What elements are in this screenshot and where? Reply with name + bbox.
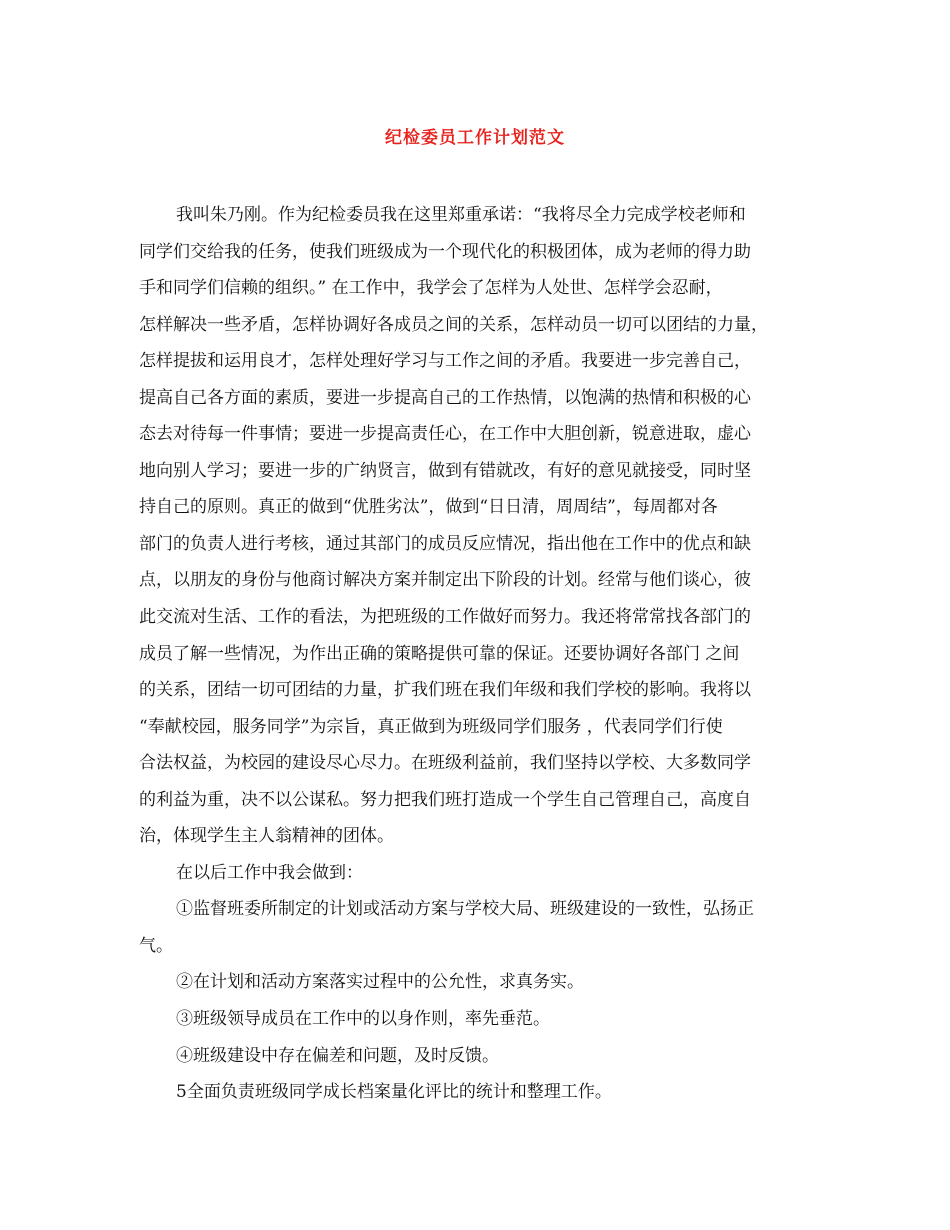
text-line: 提高自己各方面的素质，要进一步提高自己的工作热情，以饱满的热情和积极的心	[139, 387, 751, 408]
text-line: 态去对待每一件事情；要进一步提高责任心，在工作中大胆创新，锐意进取，虚心	[139, 424, 751, 445]
document-title: 纪检委员工作计划范文	[385, 128, 565, 148]
text-line: 怎样解决一些矛盾，怎样协调好各成员之间的关系，怎样动员一切可以团结的力量，	[139, 314, 768, 335]
text-line: 地向别人学习；要进一步的广纳贤言，做到有错就改，有好的意见就接受，同时坚	[139, 460, 751, 481]
text-line: ②在计划和活动方案落实过程中的公允性，求真务实。	[176, 972, 584, 993]
text-line: 我叫朱乃刚。作为纪检委员我在这里郑重承诺：“我将尽全力完成学校老师和	[176, 205, 746, 225]
text-line: 合法权益，为校园的建设尽心尽力。在班级利益前，我们坚持以学校、大多数同学	[139, 753, 751, 774]
text-line: 的关系，团结一切可团结的力量，扩我们班在我们年级和我们学校的影响。我将以	[139, 680, 751, 701]
text-line: ③班级领导成员在工作中的以身作则，率先垂范。	[176, 1009, 550, 1030]
text-line: 5全面负责班级同学成长档案量化评比的统计和整理工作。	[176, 1082, 612, 1103]
document-body	[139, 197, 819, 1111]
text-line: 在以后工作中我会做到：	[176, 862, 363, 883]
text-line: 的利益为重，决不以公谋私。努力把我们班打造成一个学生自己管理自己，高度自	[139, 789, 751, 810]
text-line: 怎样提拔和运用良才，怎样处理好学习与工作之间的矛盾。我要进一步完善自己，	[139, 351, 751, 372]
text-line: 气。	[139, 935, 173, 956]
text-line: ①监督班委所制定的计划或活动方案与学校大局、班级建设的一致性，弘扬正	[176, 899, 754, 920]
text-line: ④班级建设中存在偏差和问题，及时反馈。	[176, 1045, 499, 1066]
text-line: 成员了解一些情况，为作出正确的策略提供可靠的保证。还要协调好各部门 之间	[139, 643, 740, 664]
text-line: 部门的负责人进行考核，通过其部门的成员反应情况，指出他在工作中的优点和缺	[139, 533, 751, 554]
text-line: 此交流对生活、工作的看法，为把班级的工作做好而努力。我还将常常找各部门的	[139, 607, 751, 628]
text-line: 治，体现学生主人翁精神的团体。	[139, 826, 394, 847]
text-line: 点，以朋友的身份与他商讨解决方案并制定出下阶段的计划。经常与他们谈心，彼	[139, 570, 751, 591]
text-line: 同学们交给我的任务，使我们班级成为一个现代化的积极团体，成为老师的得力助	[139, 241, 751, 262]
text-line: 手和同学们信赖的组织。” 在工作中，我学会了怎样为人处世、怎样学会忍耐，	[139, 278, 723, 299]
text-line: “奉献校园，服务同学”为宗旨，真正做到为班级同学们服务 ，代表同学们行使	[139, 716, 723, 737]
text-line: 持自己的原则。真正的做到“优胜劣汰”，做到“日日清，周周结”，每周都对各	[139, 497, 718, 518]
